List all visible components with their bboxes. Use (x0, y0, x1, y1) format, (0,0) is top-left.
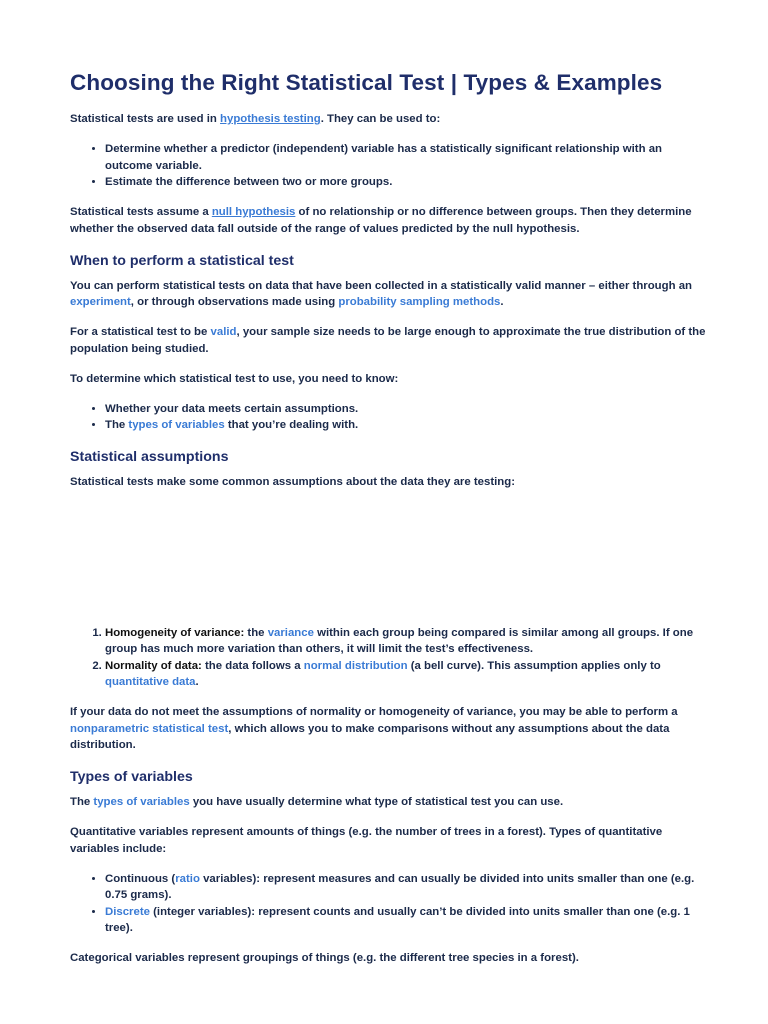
item-text-post: (integer variables): represent counts and usually can’t be divided into units smaller than one (e.g. 1 tree). (105, 905, 690, 934)
page-title: Choosing the Right Statistical Test | Types & Examples (70, 70, 663, 95)
item-text-pre: The (105, 419, 129, 431)
probability-sampling-link[interactable]: probability sampling methods (338, 296, 501, 308)
nonparam-text-post: , which allows you to make comparisons without any assumptions about the data distribution. (70, 722, 670, 751)
item-text-pre: the (244, 626, 268, 639)
when-paragraph-2 (70, 324, 706, 357)
intro-paragraph (70, 111, 706, 128)
hypothesis-testing-link[interactable]: hypothesis testing (220, 113, 321, 125)
nonparametric-test-link[interactable]: nonparametric statistical test (70, 722, 229, 735)
when-paragraph-1 (70, 278, 706, 311)
null-text-post: of no relationship or no difference between groups. Then they determine whether the observed data fall outside of the range of values predicted by the null hypothesis. (70, 206, 692, 235)
item-text-post: within each group being compared is similar among all groups. If one group has much more variation than others, it will limit the test’s effectiveness. (105, 626, 694, 655)
item-text-post: . (195, 676, 199, 688)
types-text-post: you have usually determine what type of statistical test you can use. (189, 796, 564, 808)
null-hypothesis-link[interactable]: null hypothesis (211, 206, 296, 218)
when1-text-post: . (500, 296, 504, 308)
item-label: Normality of data: (105, 659, 202, 672)
types-of-variables-link[interactable]: types of variables (93, 796, 190, 808)
variance-link[interactable]: variance (267, 626, 314, 639)
section-heading-types: Types of variables (70, 769, 193, 785)
quantitative-list (70, 871, 706, 937)
when1-text-mid: , or through observations made using (130, 296, 339, 308)
quantitative-paragraph: Quantitative variables represent amounts of things (e.g. the number of trees in a forest). Types of quantitative variables include: (70, 826, 663, 855)
intro-text-pre: Statistical tests are used in (70, 113, 221, 125)
when1-text-pre: You can perform statistical tests on data that have been collected in a statistically valid manner – either through an (70, 279, 693, 292)
item-label: Homogeneity of variance: (105, 626, 245, 639)
when2-text-pre: For a statistical test to be (70, 326, 211, 338)
categorical-paragraph: Categorical variables represent groupings of things (e.g. the different tree species in a forest). (70, 952, 579, 964)
item-text-mid: (a bell curve). This assumption applies only to (407, 659, 661, 672)
list-item (105, 904, 706, 937)
list-item: • Determine whether a predictor (independent) variable has a statistically significant relationship with an outcome variable. (105, 141, 706, 174)
item-text-post: variables): represent measures and can usually be divided into units smaller than one (e.g. 0.75 grams). (105, 872, 695, 901)
article-body (70, 66, 706, 967)
discrete-link[interactable]: Discrete (105, 905, 150, 918)
list-item (105, 658, 706, 691)
list-item (105, 871, 706, 904)
nonparametric-paragraph (70, 704, 706, 754)
experiment-link[interactable]: experiment (70, 296, 131, 308)
null-text-pre: Statistical tests assume a (70, 206, 212, 218)
item-text-pre: Continuous ( (105, 872, 176, 885)
item-text-pre: the data follows a (201, 659, 304, 672)
when-paragraph-3: To determine which statistical test to use, you need to know: (70, 372, 399, 385)
list-item (105, 417, 706, 434)
section-heading-assumptions: Statistical assumptions (70, 449, 229, 465)
assumptions-list (70, 625, 706, 691)
list-item: • Estimate the difference between two or more groups. (105, 174, 706, 191)
valid-link[interactable]: valid (210, 326, 237, 338)
intro-list (70, 141, 706, 191)
types-text-pre: The (70, 796, 94, 808)
blank-space (70, 491, 706, 625)
ratio-link[interactable]: ratio (175, 872, 200, 885)
list-item (105, 625, 706, 658)
item-text-post: that you’re dealing with. (224, 419, 359, 431)
quantitative-data-link[interactable]: quantitative data (105, 676, 196, 688)
section-heading-when: When to perform a statistical test (70, 252, 294, 269)
intro-text-post: . They can be used to: (320, 113, 441, 125)
assumptions-paragraph: Statistical tests make some common assumptions about the data they are testing: (70, 476, 515, 488)
list-item: • Whether your data meets certain assumptions. (105, 401, 706, 418)
normal-distribution-link[interactable]: normal distribution (303, 659, 408, 672)
null-hypothesis-paragraph (70, 204, 706, 237)
types-of-variables-link[interactable]: types of variables (128, 419, 225, 431)
nonparam-text-pre: If your data do not meet the assumptions of normality or homogeneity of variance, you may be able to perform a (70, 706, 678, 718)
types-paragraph (70, 794, 706, 811)
when-list (70, 401, 706, 434)
when2-text-post: , your sample size needs to be large enough to approximate the true distribution of the population being studied. (70, 326, 706, 355)
